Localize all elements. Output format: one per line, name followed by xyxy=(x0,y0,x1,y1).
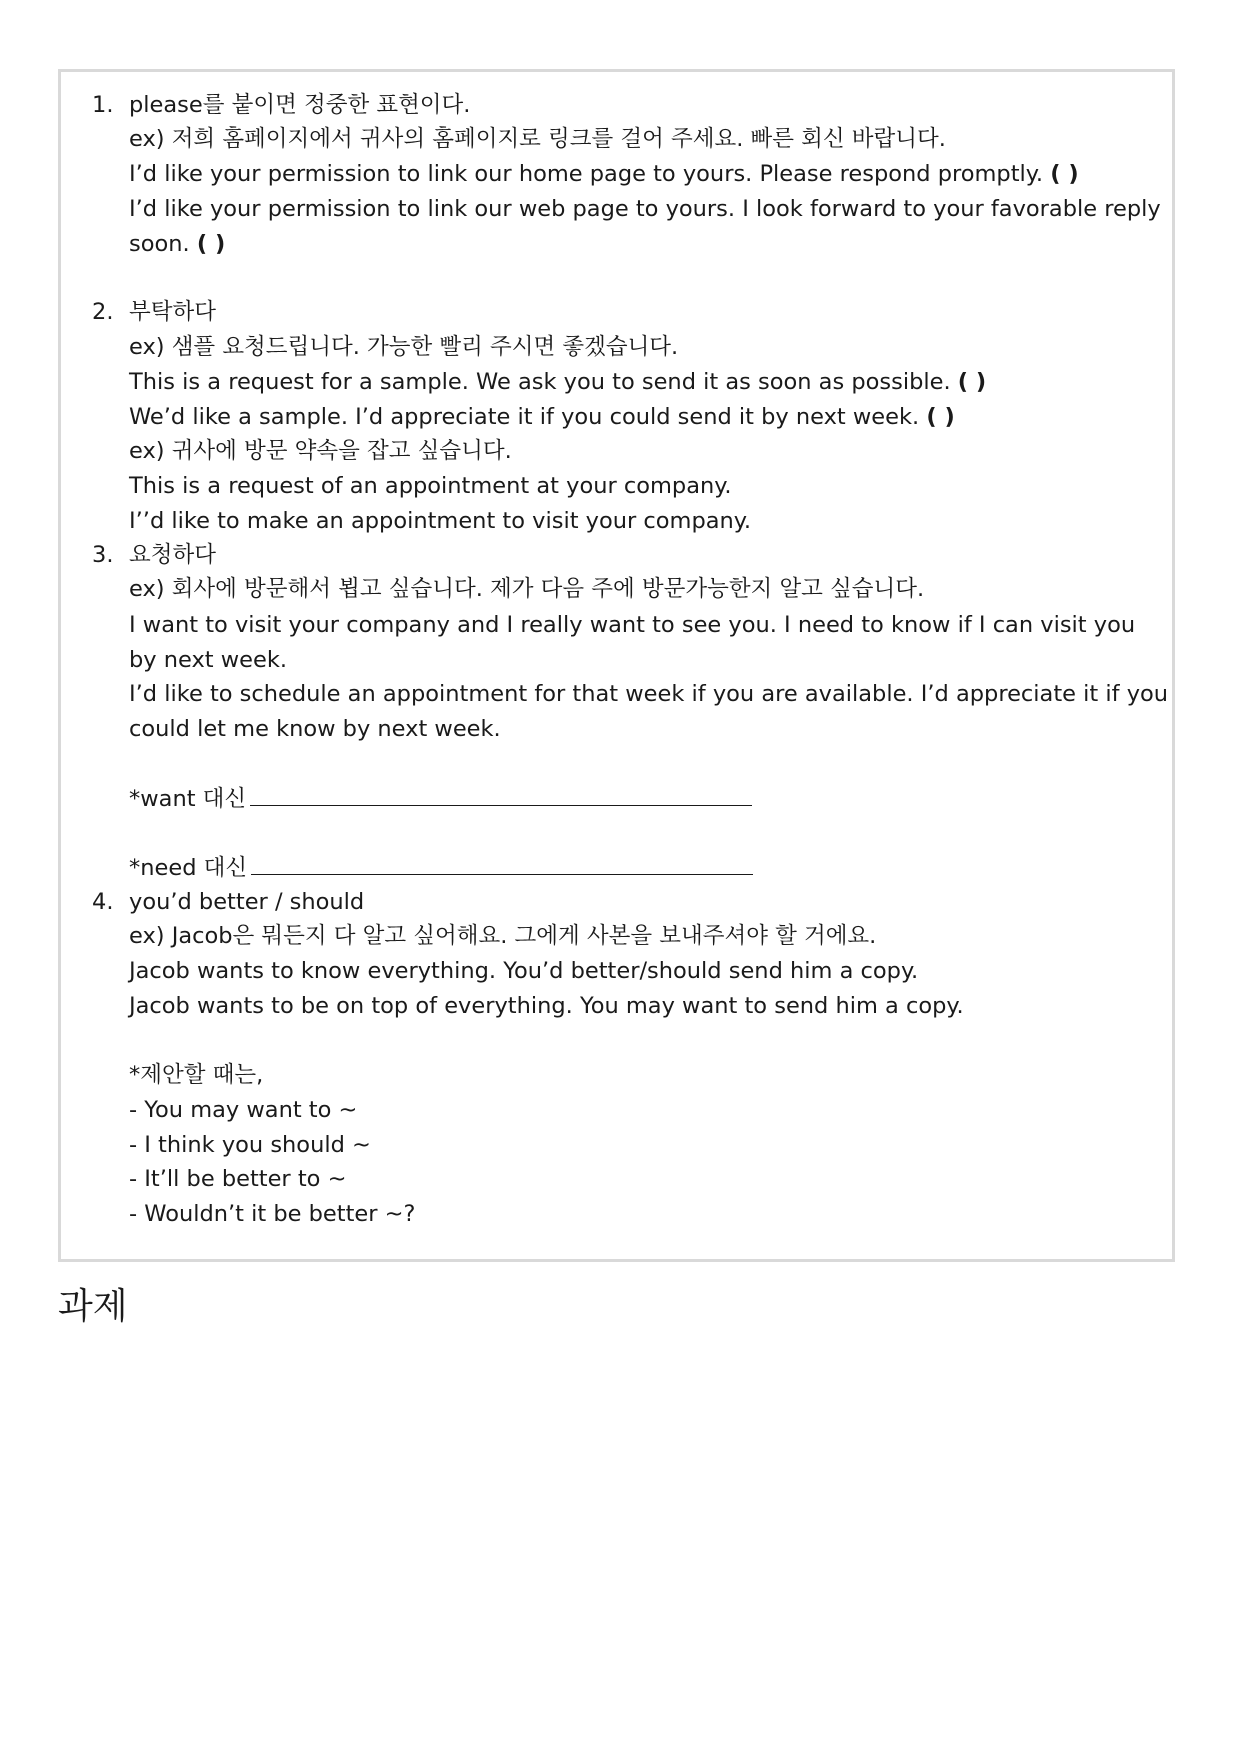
item-4-title: you’d better / should xyxy=(129,889,365,915)
suggestion-item: - Wouldn’t it be better ~? xyxy=(129,1201,416,1227)
item-4-option-a: Jacob wants to know everything. You’d better/should send him a copy. xyxy=(129,958,919,984)
item-3-example-korean: ex) 회사에 방문해서 뵙고 싶습니다. 제가 다음 주에 방문가능한지 알고 싶습니다. xyxy=(129,576,925,602)
item-1-title: please를 붙이면 정중한 표현이다. xyxy=(129,92,471,118)
answer-paren: ( ) xyxy=(1050,161,1079,187)
need-label: *need 대신 xyxy=(129,855,248,881)
item-1-option-b-cont xyxy=(129,229,225,259)
item-1-example-korean: ex) 저희 홈페이지에서 귀사의 홈페이지로 링크를 걸어 주세요. 빠른 회신 바랍니다. xyxy=(129,126,946,152)
item-1-number: 1. xyxy=(92,92,114,118)
answer-paren: ( ) xyxy=(957,369,987,395)
item-1-option-b: I’d like your permission to link our web page to yours. I look forward to your favorable reply xyxy=(129,196,1161,222)
item-1-option-a-text: I’d like your permission to link our home page to yours. Please respond promptly. xyxy=(129,161,1044,187)
suggestion-item: - It’ll be better to ~ xyxy=(129,1166,347,1192)
item-3-option-a: I want to visit your company and I really want to see you. I need to know if I can visit you xyxy=(129,612,1136,638)
item-2-option-a xyxy=(129,367,986,397)
need-blank[interactable] xyxy=(251,852,753,875)
want-blank[interactable] xyxy=(250,783,752,806)
item-3-number: 3. xyxy=(92,542,114,568)
suggestion-heading: *제안할 때는, xyxy=(129,1062,264,1088)
item-2-option-b xyxy=(129,402,955,432)
item-2-number: 2. xyxy=(92,299,114,325)
assignment-heading: 과제 xyxy=(58,1286,128,1327)
item-3-option-b: I’d like to schedule an appointment for that week if you are available. I’d appreciate it if you xyxy=(129,681,1169,707)
suggestion-item: - I think you should ~ xyxy=(129,1132,371,1158)
item-3-title: 요청하다 xyxy=(129,542,216,568)
item-4-option-b: Jacob wants to be on top of everything. You may want to send him a copy. xyxy=(129,993,964,1019)
want-blank-row xyxy=(129,783,752,814)
item-3-option-a-cont: by next week. xyxy=(129,647,288,673)
item-2-option-a-text: This is a request for a sample. We ask you to send it as soon as possible. xyxy=(129,369,951,395)
want-label: *want 대신 xyxy=(129,786,247,812)
item-2-example2-a: This is a request of an appointment at your company. xyxy=(129,473,732,499)
suggestion-item: - You may want to ~ xyxy=(129,1097,358,1123)
item-1-option-b-cont-text: soon. xyxy=(129,231,190,257)
item-3-option-b-cont: could let me know by next week. xyxy=(129,716,501,742)
need-blank-row xyxy=(129,852,753,883)
answer-paren: ( ) xyxy=(196,231,226,257)
item-4-number: 4. xyxy=(92,889,114,915)
answer-paren: ( ) xyxy=(926,404,955,430)
item-1-option-a xyxy=(129,159,1079,189)
item-4-example-korean: ex) Jacob은 뭐든지 다 알고 싶어해요. 그에게 사본을 보내주셔야 할 거에요. xyxy=(129,923,877,949)
item-2-example-korean: ex) 샘플 요청드립니다. 가능한 빨리 주시면 좋겠습니다. xyxy=(129,334,679,360)
item-2-title: 부탁하다 xyxy=(129,299,216,325)
item-2-option-b-text: We’d like a sample. I’d appreciate it if you could send it by next week. xyxy=(129,404,920,430)
item-2-example2-korean: ex) 귀사에 방문 약속을 잡고 싶습니다. xyxy=(129,438,512,464)
item-2-example2-b: I’’d like to make an appointment to visit your company. xyxy=(129,508,752,534)
